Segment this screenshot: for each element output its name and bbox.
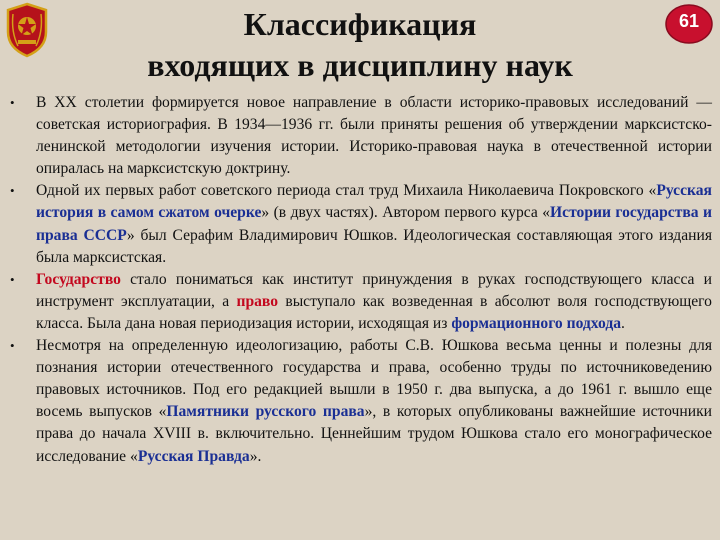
bullet-text	[36, 269, 712, 335]
bullet-dot-icon: •	[10, 95, 15, 110]
highlighted-term: формационного подхода	[451, 314, 622, 332]
text-run: Одной их первых работ советского периода стал труд Михаила Николаевича Покровского «	[36, 182, 657, 200]
text-run: .	[621, 314, 625, 332]
text-run: Несмотря на определенную идеологизацию, работы С.В. Юшкова весьма ценны и полезны для познания истории отечественного государства и права, особенно труды по источниковедению правовых источников. Под его редакцией вышли в 1950 г. два выпуска, а до 1961 г. вышло еще восемь выпусков «	[36, 337, 712, 421]
highlighted-term: право	[236, 292, 279, 310]
bullet-list	[8, 92, 712, 468]
highlighted-term: Памятники русского права	[166, 403, 365, 421]
highlighted-term: Государство	[36, 270, 121, 288]
highlighted-term: Русская Правда	[137, 447, 250, 465]
title-line-2: входящих в дисциплину наук	[147, 47, 573, 83]
text-run: », в которых опубликованы важнейшие источники права до начала XVIII в. включительно. Ценнейшим трудом Юшкова стало его монографическое исследование «	[36, 403, 713, 465]
bullet-dot-icon: •	[10, 338, 15, 354]
text-run: » (в двух частях). Автором первого курса «	[261, 204, 551, 222]
bullet-text	[36, 180, 712, 268]
text-run: ».	[249, 447, 262, 465]
text-run: В XX столетии формируется новое направление в области историко-правовых исследований — советская историография. В 1934—1936 гг. были приняты решения об утверждении марксистско-ленинской методологии изучения истории. Историко-правовая наука в отечественной истории опиралась на марксистскую доктрину.	[36, 94, 712, 178]
bullet-item	[8, 92, 712, 180]
bullet-item	[8, 180, 712, 268]
bullet-text	[36, 335, 712, 468]
text-run: стало пониматься как институт принуждения в руках господствующего класса и инструмент эксплуатации, а	[36, 270, 712, 310]
bullet-text	[36, 92, 712, 180]
text-run: » был Серафим Владимирович Юшков. Идеологическая составляющая этого издания была марксистская.	[36, 226, 712, 266]
highlighted-term: Русская история в самом сжатом очерке	[36, 182, 712, 222]
military-academy-emblem-icon	[4, 2, 50, 58]
page-title	[60, 4, 660, 86]
title-line-1: Классификация	[243, 6, 477, 42]
bullet-item	[8, 269, 712, 335]
bullet-item	[8, 335, 712, 468]
page-number-badge	[664, 3, 714, 45]
text-run: выступало как возведенная в абсолют воля господствующего класса. Была дана новая периодизация истории, исходящая из	[36, 292, 712, 332]
page-number: 61	[678, 11, 700, 31]
highlighted-term: Истории государства и права СССР	[36, 204, 712, 244]
bullet-dot-icon: •	[10, 183, 15, 199]
bullet-dot-icon: •	[10, 271, 15, 287]
